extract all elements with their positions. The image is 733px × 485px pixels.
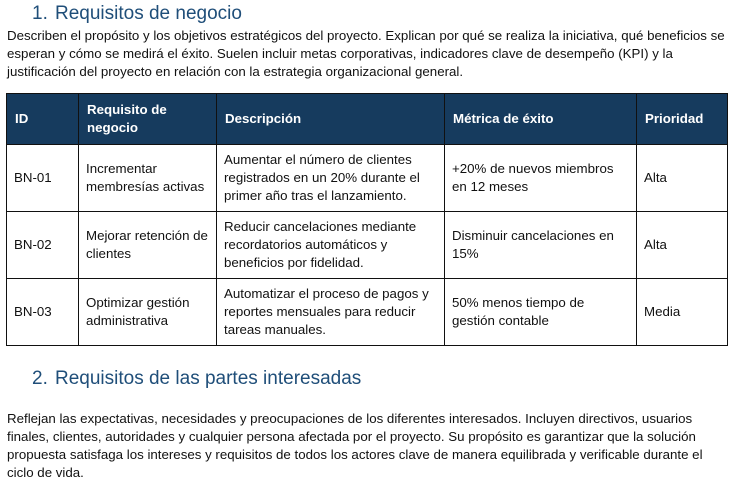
cell-success-metric: +20% de nuevos miembros en 12 meses (445, 145, 637, 212)
column-header-description: Descripción (217, 94, 445, 145)
column-header-id: ID (7, 94, 79, 145)
cell-priority: Media (637, 279, 728, 346)
cell-requirement: Incrementar membresías activas (79, 145, 217, 212)
table-row (7, 145, 728, 212)
table-row (7, 212, 728, 279)
column-header-requirement: Requisito de negocio (79, 94, 217, 145)
cell-description: Reducir cancelaciones mediante recordatorios automáticos y beneficios por fidelidad. (217, 212, 445, 279)
table-header-row (7, 94, 728, 145)
cell-requirement: Mejorar retención de clientes (79, 212, 217, 279)
cell-priority: Alta (637, 145, 728, 212)
section-title: Requisitos de negocio (55, 3, 242, 24)
cell-id: BN-03 (7, 279, 79, 346)
cell-description: Automatizar el proceso de pagos y reportes mensuales para reducir tareas manuales. (217, 279, 445, 346)
cell-priority: Alta (637, 212, 728, 279)
column-header-priority: Prioridad (637, 94, 728, 145)
cell-id: BN-01 (7, 145, 79, 212)
section-paragraph-business-requirements: Describen el propósito y los objetivos estratégicos del proyecto. Explican por qué se realiza la iniciativa, qué beneficios se esperan y cómo se medirá el éxito. Suelen incluir metas corporativas, indicadores clave de desempeño (KPI) y la justificación del proyecto en relación con la estrategia organizacional general. (7, 28, 725, 79)
section-number: 1. (32, 3, 48, 24)
section-paragraph-stakeholder-requirements: Reflejan las expectativas, necesidades y preocupaciones de los diferentes interesados. Incluyen directivos, usuarios finales, clientes, autoridades y cualquier persona afectada por el proyecto. Su propósito es garantizar que la solución propuesta satisfaga los intereses y requisitos de todos los actores clave de manera equilibrada y verificable durante el ciclo de vida. (7, 411, 703, 480)
cell-success-metric: 50% menos tiempo de gestión contable (445, 279, 637, 346)
business-requirements-table (6, 93, 728, 346)
cell-requirement: Optimizar gestión administrativa (79, 279, 217, 346)
section-number: 2. (32, 368, 48, 389)
cell-id: BN-02 (7, 212, 79, 279)
section-heading-stakeholder-requirements (32, 368, 361, 390)
cell-description: Aumentar el número de clientes registrados en un 20% durante el primer año tras el lanzamiento. (217, 145, 445, 212)
section-heading-business-requirements (32, 3, 242, 25)
cell-success-metric: Disminuir cancelaciones en 15% (445, 212, 637, 279)
column-header-success-metric: Métrica de éxito (445, 94, 637, 145)
section-title: Requisitos de las partes interesadas (55, 368, 362, 389)
table-row (7, 279, 728, 346)
